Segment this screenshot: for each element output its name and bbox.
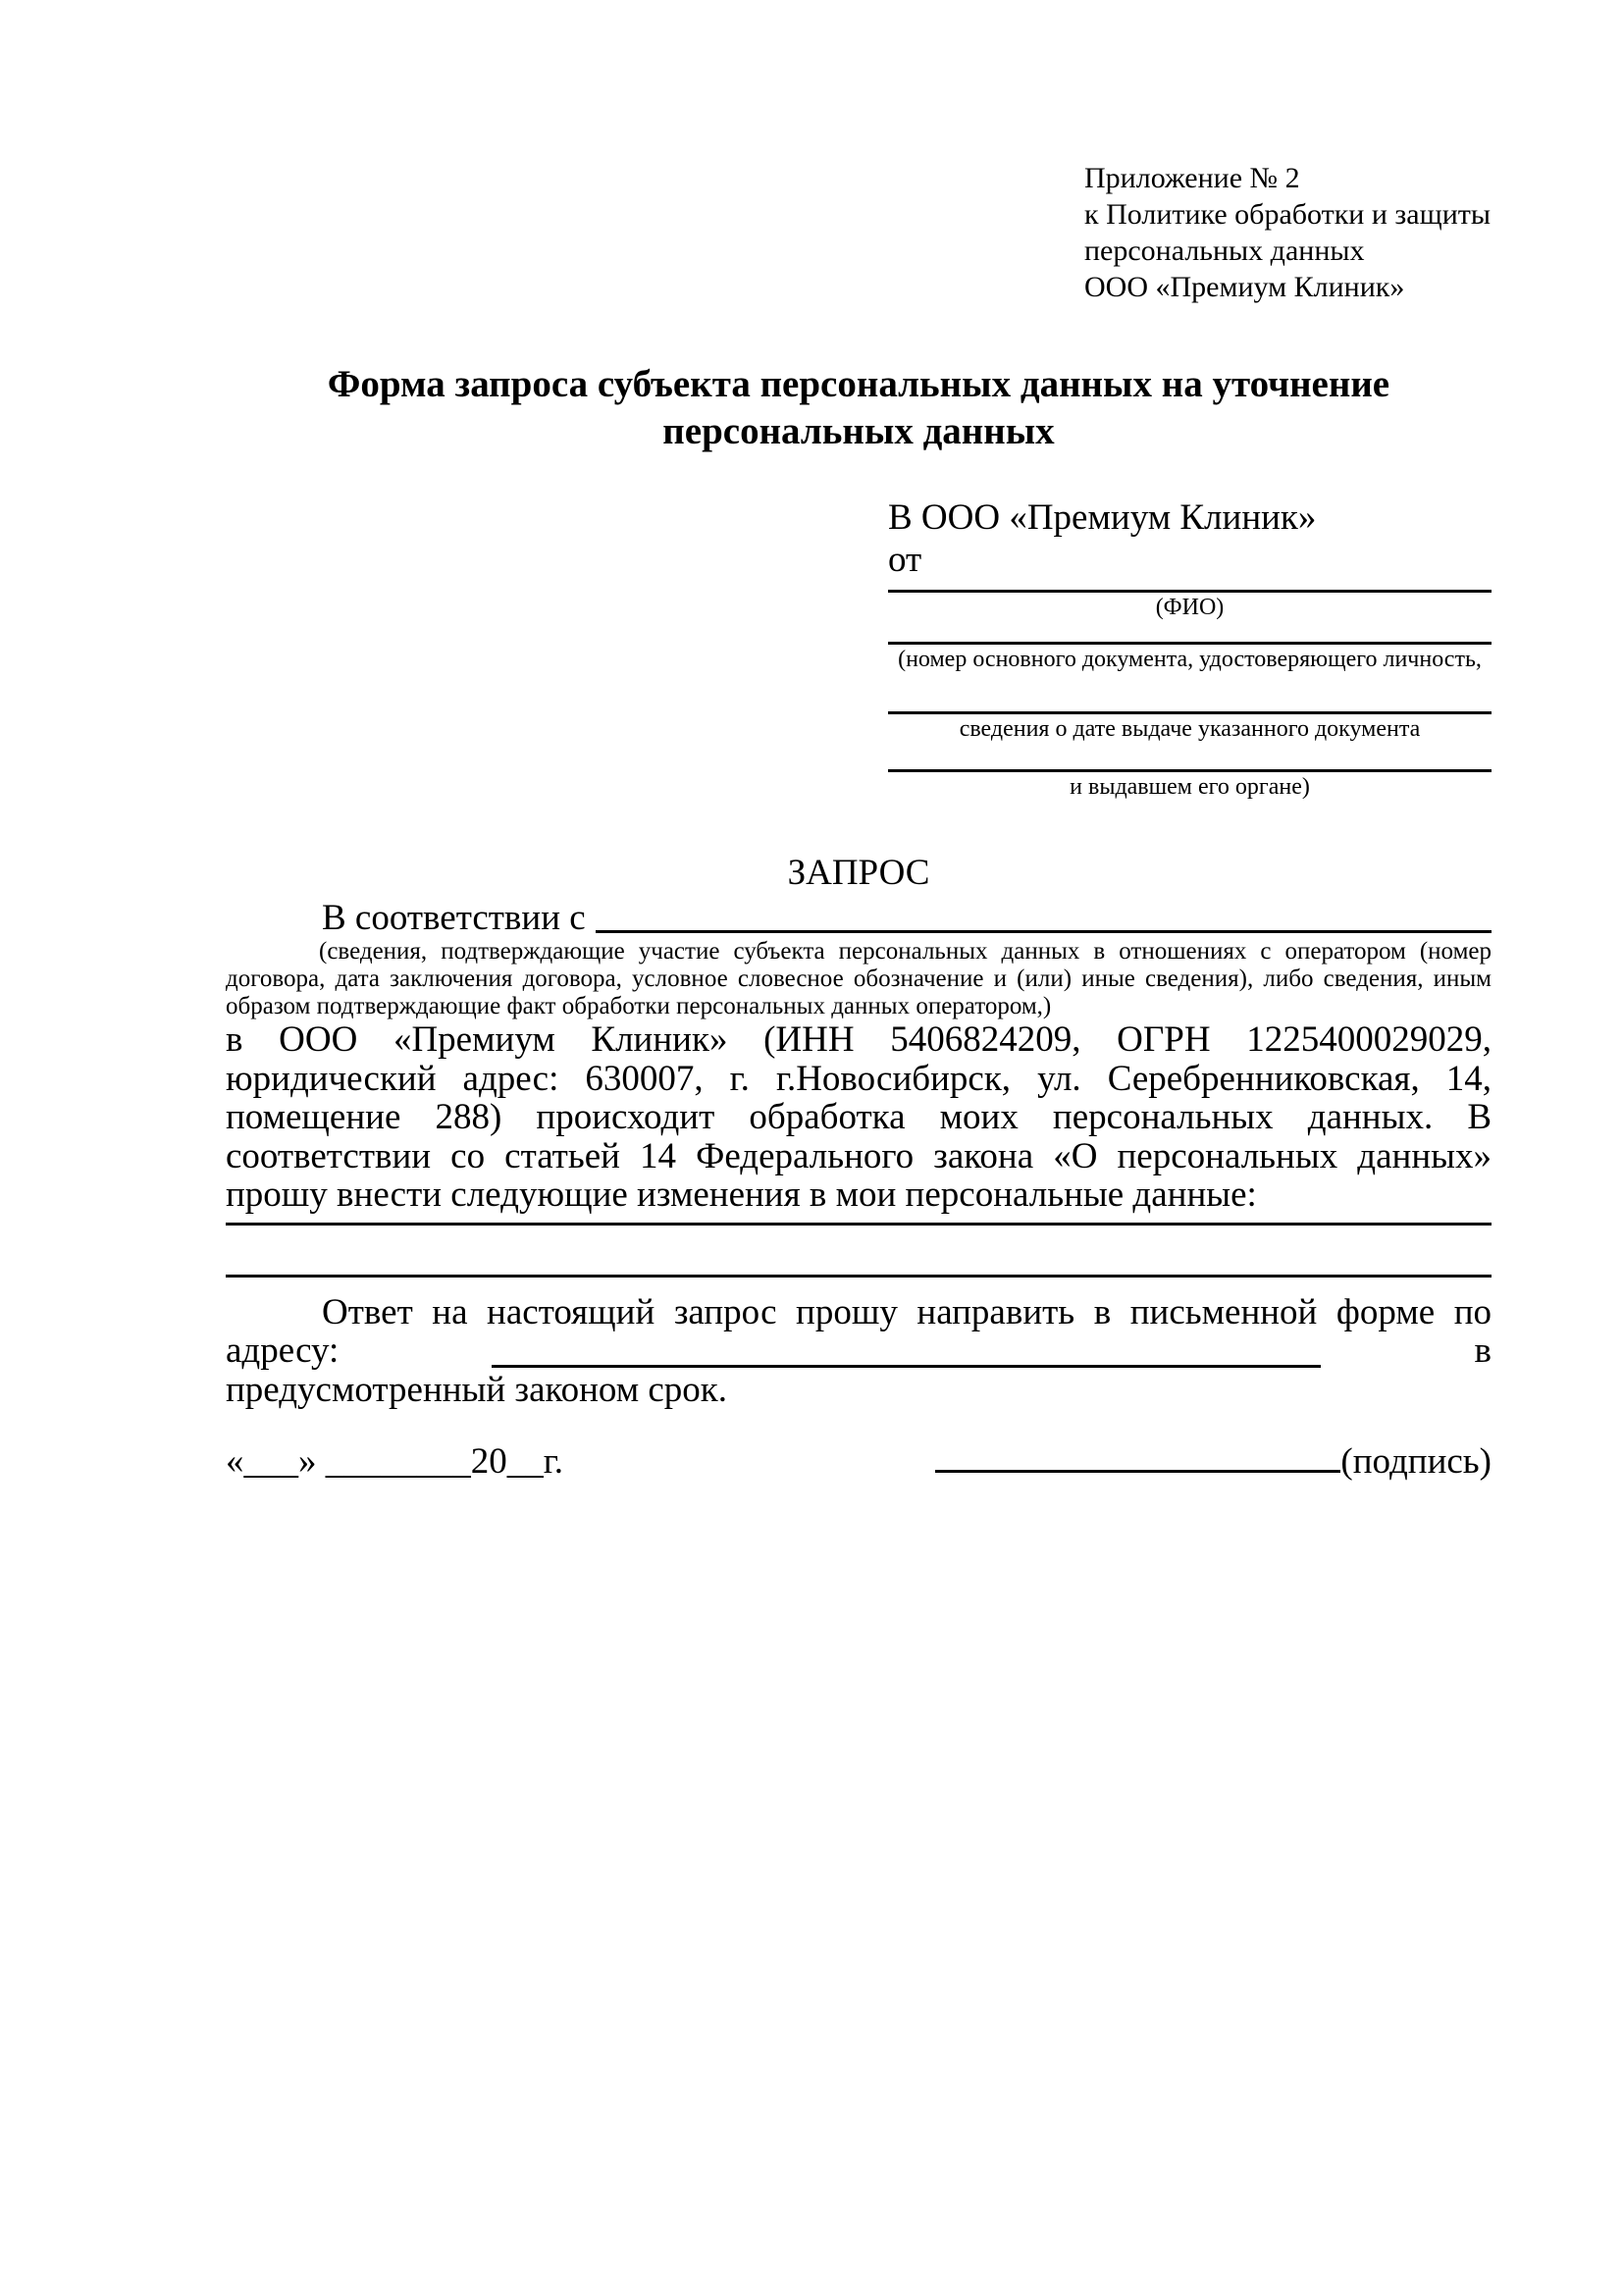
date-field[interactable]: «___» ________20__г. [226,1441,564,1482]
issue-date-caption: сведения о дате выдаче указанного документа [959,716,1421,742]
reply-tail: в предусмотренный законом срок. [226,1331,1492,1410]
reply-text: Ответ на настоящий запрос прошу направить в письменной форме по адресу: [226,1291,1492,1371]
appendix-block [1084,160,1492,305]
request-heading: ЗАПРОС [787,853,930,893]
page-title: Форма запроса субъекта персональных данных на уточнение персональных данных [327,363,1390,452]
signature-caption: (подпись) [1340,1441,1492,1482]
accordance-input-line[interactable] [596,930,1492,933]
appendix-line: ООО «Премиум Клиник» [1084,271,1405,303]
reply-paragraph [226,1293,1492,1410]
accordance-footnote: (сведения, подтверждающие участие субъекта персональных данных в отношениях с оператором (номер договора, дата заключения договора, условное словесное обозначение и (или) иные сведения), либо сведения, иным образом подтверждающие факт обработки персональных данных оператором,) [226,938,1492,1019]
addressee-block [888,496,1492,802]
appendix-line: персональных данных [1084,235,1365,267]
document-number-caption-row [888,645,1492,674]
changes-input-line-1[interactable] [226,1215,1492,1226]
fio-caption-row [888,593,1492,622]
in-accordance-line [226,899,1492,938]
issuing-authority-caption: и выдавшем его органе) [1070,774,1310,800]
body-paragraph: в ООО «Премиум Клиник» (ИНН 5406824209, ОГРН 1225400029029, юридический адрес: 630007, г. г.Новосибирск, ул. Серебренниковская, 14, помещение 288) происходит обработка моих персональных данных. В соответствии со статьей 14 Федерального закона «О персональных данных» прошу внести следующие изменения в мои персональные данные: [226,1019,1492,1215]
signature-group [935,1442,1492,1482]
issuing-authority-input-line[interactable] [888,744,1492,772]
in-accordance-label: В соответствии с [322,898,586,938]
addressee-to: В ООО «Премиум Клиник» [888,497,1317,538]
fio-caption: (ФИО) [1155,595,1225,620]
appendix-line: к Политике обработки и защиты [1084,198,1492,231]
document-number-caption: (номер основного документа, удостоверяющего личность, [898,647,1482,672]
addressee-from-label: от [888,540,922,580]
signature-input-line[interactable] [935,1465,1340,1473]
issue-date-caption-row [888,714,1492,744]
address-input-line[interactable] [492,1360,1321,1368]
issuing-authority-caption-row [888,772,1492,802]
date-signature-row [226,1442,1492,1482]
appendix-line: Приложение № 2 [1084,162,1300,194]
document-number-input-line[interactable] [888,622,1492,645]
changes-input-line-2[interactable] [226,1226,1492,1278]
fio-input-line[interactable] [888,580,1492,593]
issue-date-input-line[interactable] [888,674,1492,714]
